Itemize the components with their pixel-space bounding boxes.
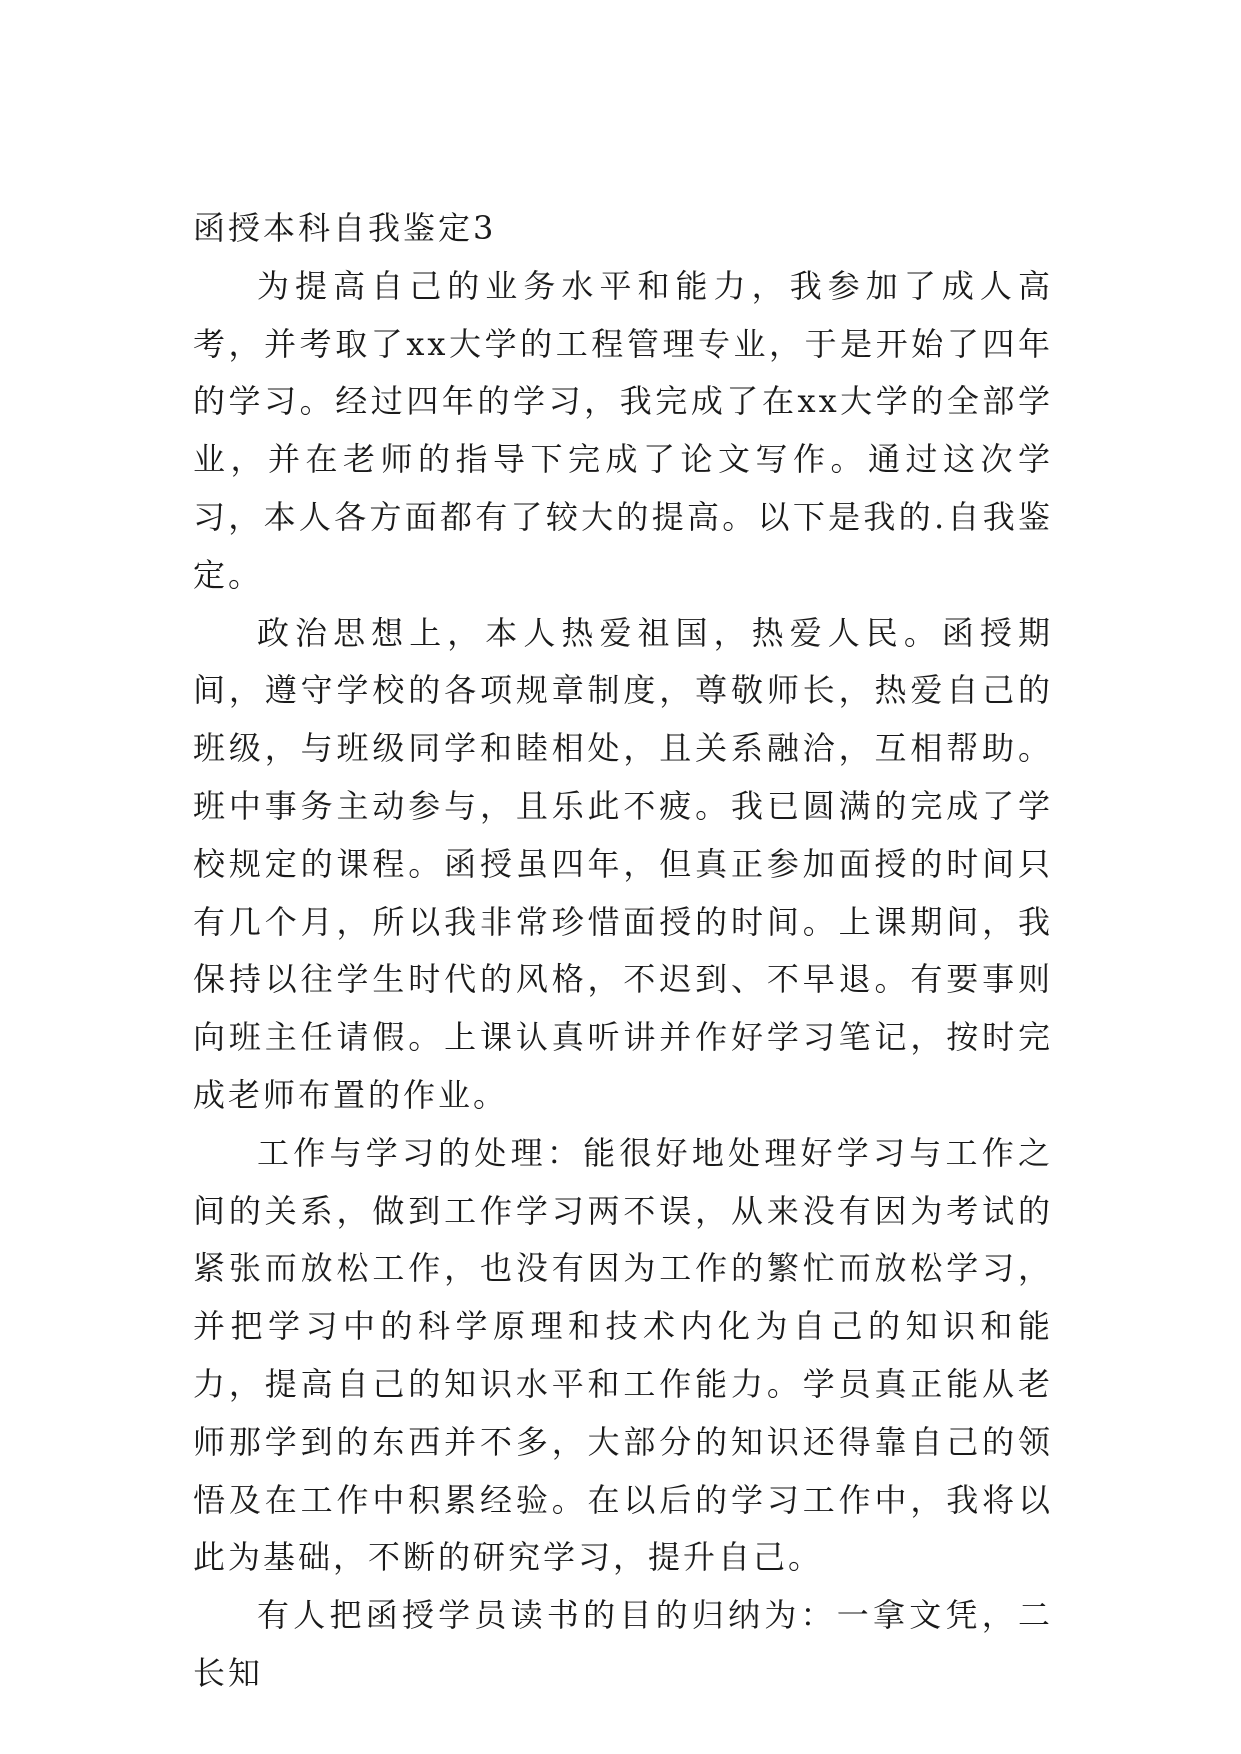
document-body [193, 200, 1053, 1703]
document-title: 函授本科自我鉴定3 [193, 209, 497, 247]
paragraph-reading-purpose: 有人把函授学员读书的目的归纳为：一拿文凭，二长知 [193, 1596, 1053, 1692]
paragraph-political-thought: 政治思想上，本人热爱祖国，热爱人民。函授期间，遵守学校的各项规章制度，尊敬师长，热爱自己的班级，与班级同学和睦相处，且关系融洽，互相帮助。班中事务主动参与，且乐此不疲。我已圆满的完成了学校规定的课程。函授虽四年，但真正参加面授的时间只有几个月，所以我非常珍惜面授的时间。上课期间，我保持以往学生时代的风格，不迟到、不早退。有要事则向班主任请假。上课认真听讲并作好学习笔记，按时完成老师布置的作业。 [193, 613, 1053, 1114]
paragraph-intro: 为提高自己的业务水平和能力，我参加了成人高考，并考取了xx大学的工程管理专业，于是开始了四年的学习。经过四年的学习，我完成了在xx大学的全部学业，并在老师的指导下完成了论文写作。通过这次学习，本人各方面都有了较大的提高。以下是我的.自我鉴定。 [193, 266, 1053, 594]
paragraph-work-and-study: 工作与学习的处理：能很好地处理好学习与工作之间的关系，做到工作学习两不误，从来没有因为考试的紧张而放松工作，也没有因为工作的繁忙而放松学习，并把学习中的科学原理和技术内化为自己的知识和能力，提高自己的知识水平和工作能力。学员真正能从老师那学到的东西并不多，大部分的知识还得靠自己的领悟及在工作中积累经验。在以后的学习工作中，我将以此为基础，不断的研究学习，提升自己。 [193, 1133, 1053, 1577]
